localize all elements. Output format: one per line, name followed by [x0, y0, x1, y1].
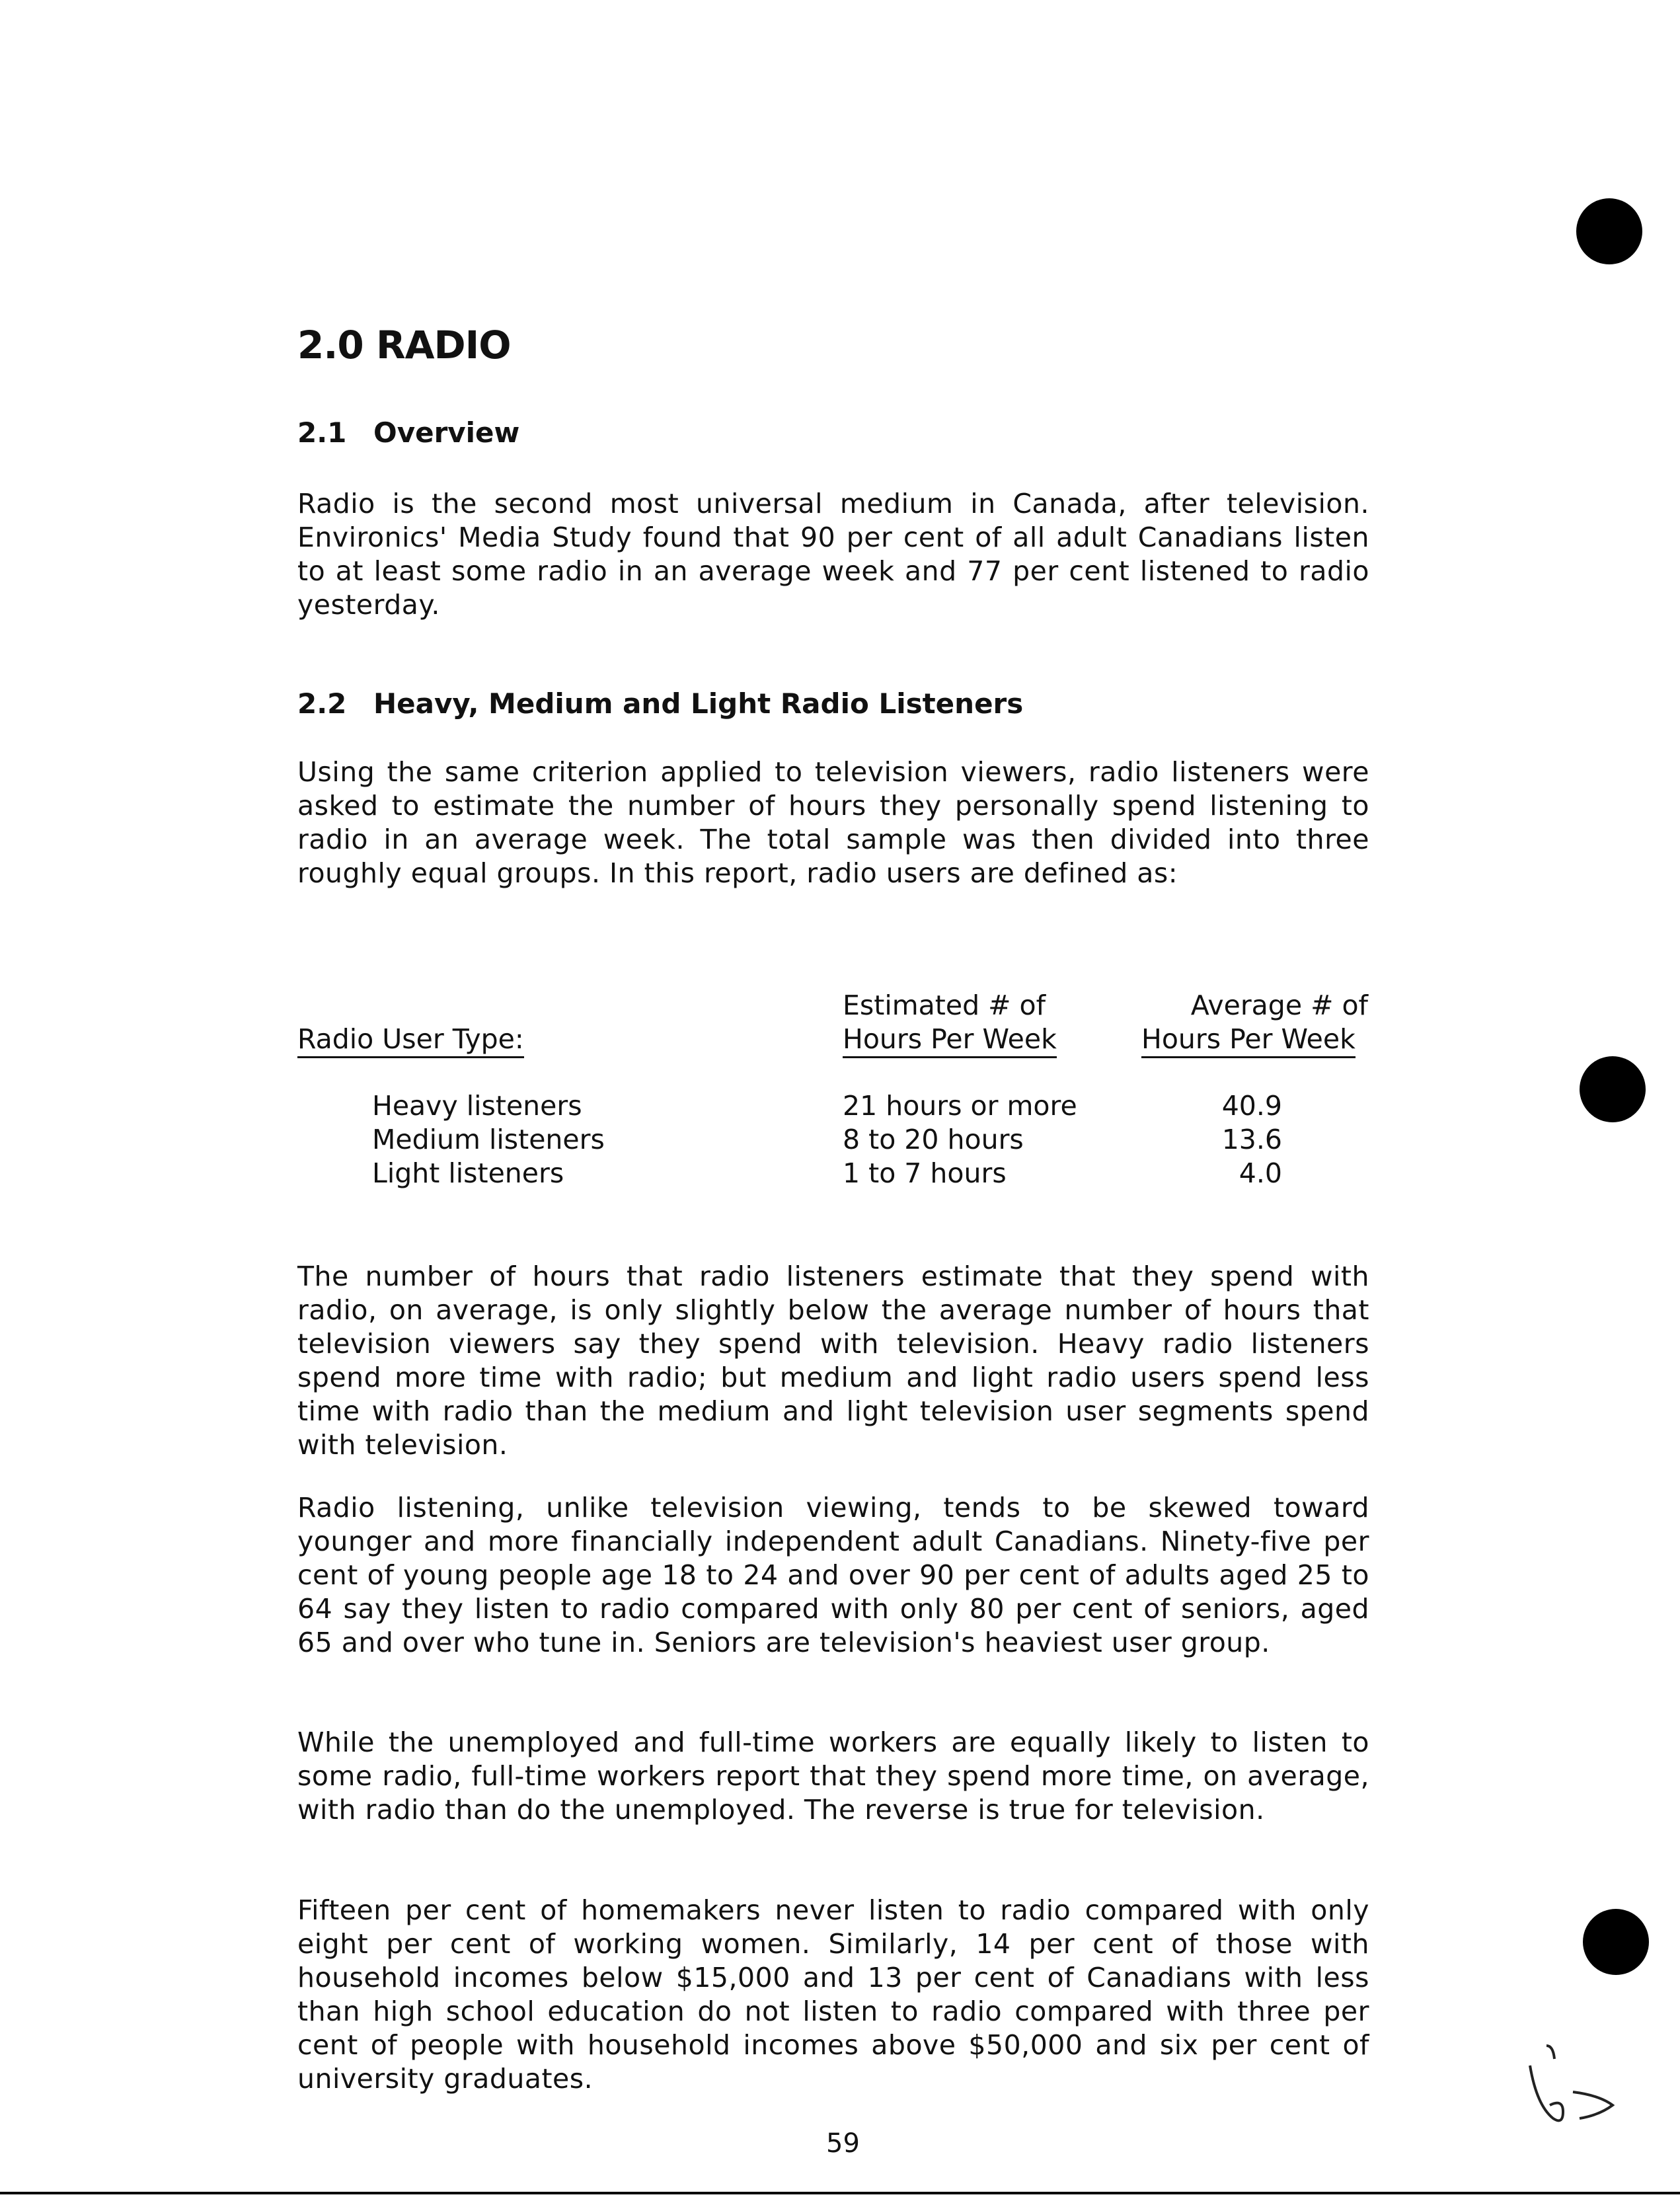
section-heading-listeners	[297, 687, 1023, 720]
table-header-estimated-line1: Estimated # of	[843, 989, 1046, 1021]
bottom-border	[0, 2192, 1680, 2194]
paragraph-age-skew: Radio listening, unlike television viewing, tends to be skewed toward younger and more financially independent adult Canadians. Ninety-five per cent of young people age 18 to 24 and over 90 per cent of adults aged 25 to 64 say they listen to radio compared with only 80 per cent of seniors, aged 65 and over who tune in. Seniors are television's heaviest user group.	[297, 1492, 1369, 1658]
binder-hole-icon	[1580, 1056, 1646, 1122]
table-header-average-line2: Hours Per Week	[1141, 1023, 1355, 1058]
table-header-average-line1: Average # of	[1190, 989, 1368, 1021]
paragraph-criterion: Using the same criterion applied to television viewers, radio listeners were asked to estimate the number of hours they personally spend listening to radio in an average week. The total sample was then divided into three roughly equal groups. In this report, radio users are defined as:	[297, 756, 1369, 889]
section-number: 2.1	[297, 416, 347, 449]
row-average-hours: 4.0	[1239, 1157, 1282, 1189]
paragraph-hours-comparison: The number of hours that radio listeners estimate that they spend with radio, on average, is only slightly below the average number of hours that television viewers say they spend with television. Heavy radio listeners spend more time with radio; but medium and light radio users spend less time with radio than the medium and light television user segments spend with television.	[297, 1260, 1369, 1461]
paragraph-homemakers: Fifteen per cent of homemakers never listen to radio compared with only eight per cent of working women. Similarly, 14 per cent of those with household incomes below $15,000 and 13 per cent of Canadians with less than high school education do not listen to radio compared with three per cent of people with household incomes above $50,000 and six per cent of university graduates.	[297, 1894, 1369, 2095]
row-user-type: Heavy listeners	[372, 1090, 582, 1122]
section-number: 2.2	[297, 687, 347, 720]
table-header-estimated-line2: Hours Per Week	[843, 1023, 1057, 1058]
row-user-type: Light listeners	[372, 1157, 564, 1189]
table-header-user-type: Radio User Type:	[297, 1023, 524, 1058]
page-number: 59	[826, 2128, 860, 2159]
paragraph-employment: While the unemployed and full-time workers are equally likely to listen to some radio, full-time workers report that they spend more time, on average, with radio than do the unemployed. The reverse is true for television.	[297, 1726, 1369, 1826]
row-user-type: Medium listeners	[372, 1124, 605, 1155]
row-average-hours: 40.9	[1221, 1090, 1282, 1122]
chapter-title: 2.0 RADIO	[297, 323, 511, 367]
paragraph-overview: Radio is the second most universal medium in Canada, after television. Environics' Media Study found that 90 per cent of all adult Canadians listen to at least some radio in an average week and 77 per cent listened to radio yesterday.	[297, 488, 1369, 621]
section-title: Overview	[373, 416, 520, 449]
binder-hole-icon	[1583, 1909, 1649, 1975]
row-average-hours: 13.6	[1221, 1124, 1282, 1155]
section-title: Heavy, Medium and Light Radio Listeners	[373, 687, 1024, 720]
row-estimated-hours: 1 to 7 hours	[843, 1157, 1007, 1189]
handwritten-mark-icon	[1527, 2032, 1626, 2138]
row-estimated-hours: 21 hours or more	[843, 1090, 1077, 1122]
section-heading-overview	[297, 416, 519, 449]
row-estimated-hours: 8 to 20 hours	[843, 1124, 1024, 1155]
binder-hole-icon	[1576, 198, 1642, 264]
